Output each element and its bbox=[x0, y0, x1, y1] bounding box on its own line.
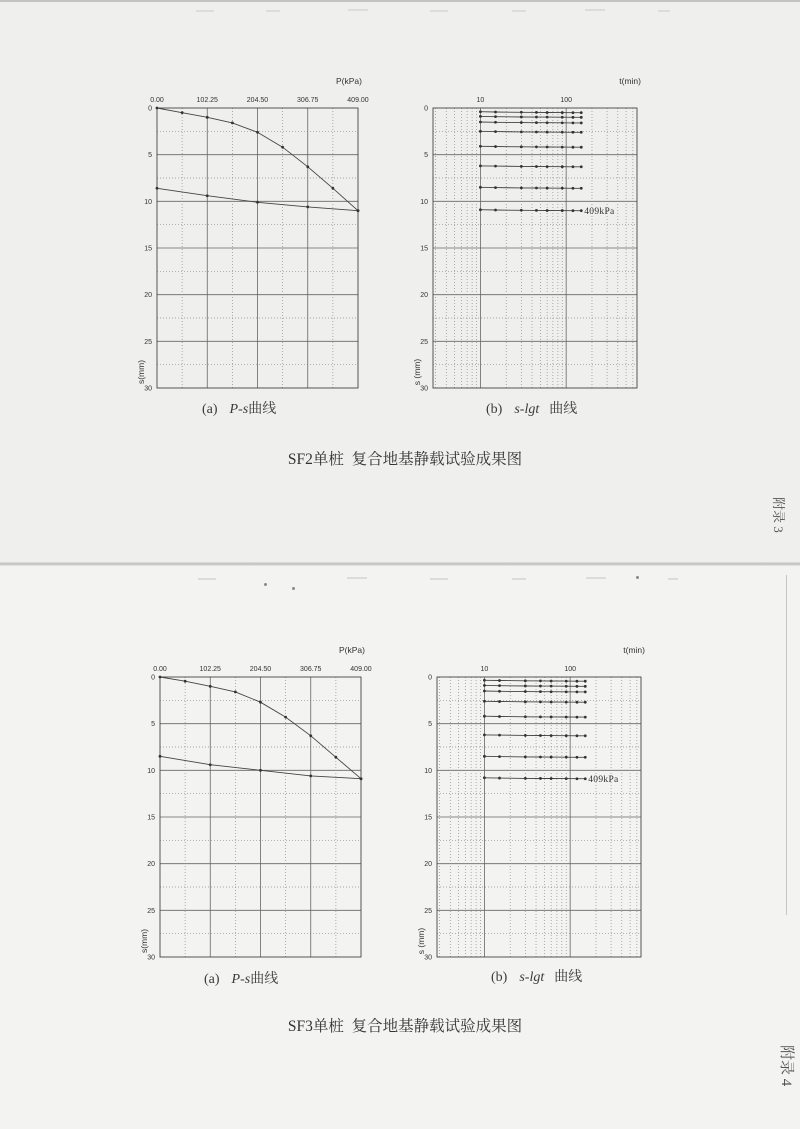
data-point bbox=[498, 684, 501, 687]
scan-page-lower bbox=[0, 565, 800, 1129]
data-point bbox=[572, 131, 575, 134]
y-tick-label: 5 bbox=[424, 152, 428, 160]
data-point bbox=[561, 116, 564, 119]
data-point bbox=[546, 111, 549, 114]
data-point bbox=[535, 146, 538, 149]
caption-label: (a) bbox=[204, 972, 220, 987]
data-point bbox=[524, 715, 527, 718]
data-point bbox=[561, 209, 564, 212]
data-point bbox=[184, 680, 187, 683]
data-point bbox=[580, 111, 583, 114]
data-point bbox=[520, 116, 523, 119]
data-point bbox=[584, 685, 587, 688]
data-point bbox=[546, 131, 549, 134]
caption-label: (b) bbox=[486, 402, 503, 417]
sf3-s-lgt-chart bbox=[407, 639, 657, 961]
data-point bbox=[234, 691, 237, 694]
data-point bbox=[535, 131, 538, 134]
data-point bbox=[584, 691, 587, 694]
data-point bbox=[309, 775, 312, 778]
y-axis-label: s (mm) bbox=[416, 927, 426, 955]
data-point bbox=[550, 685, 553, 688]
caption-suffix: 曲线 bbox=[250, 972, 279, 987]
caption-variable: s-lgt bbox=[514, 402, 540, 417]
y-axis-label: s(mm) bbox=[136, 359, 146, 385]
data-point bbox=[576, 701, 579, 704]
data-point bbox=[539, 756, 542, 759]
data-point bbox=[576, 734, 579, 737]
y-tick-label: 20 bbox=[424, 861, 432, 869]
data-point bbox=[584, 680, 587, 683]
data-point bbox=[546, 187, 549, 190]
data-point bbox=[520, 186, 523, 189]
x-axis-label: t(min) bbox=[623, 645, 645, 655]
data-point bbox=[539, 685, 542, 688]
scan-mark bbox=[668, 578, 678, 580]
data-point bbox=[550, 701, 553, 704]
appendix-label-top: 附录 3 bbox=[771, 497, 786, 533]
y-tick-label: 30 bbox=[144, 385, 152, 393]
data-point bbox=[206, 116, 209, 119]
caption-label: (a) bbox=[202, 402, 218, 417]
scan-mark bbox=[512, 578, 526, 580]
y-tick-label: 15 bbox=[420, 245, 428, 253]
x-tick-label: 306.75 bbox=[300, 666, 322, 673]
data-point bbox=[259, 769, 262, 772]
y-tick-label: 15 bbox=[144, 245, 152, 253]
scan-edge-line bbox=[786, 575, 787, 915]
y-tick-label: 25 bbox=[420, 338, 428, 346]
x-tick-label: 100 bbox=[564, 666, 577, 673]
data-point bbox=[520, 165, 523, 168]
data-point bbox=[565, 756, 568, 759]
data-point bbox=[309, 734, 312, 737]
scan-mark bbox=[196, 10, 214, 12]
data-point bbox=[572, 165, 575, 168]
data-point bbox=[584, 734, 587, 737]
data-point bbox=[483, 700, 486, 703]
data-point bbox=[494, 121, 497, 124]
data-point bbox=[576, 716, 579, 719]
data-point bbox=[580, 131, 583, 134]
data-point bbox=[231, 122, 234, 125]
data-point bbox=[306, 206, 309, 209]
data-point bbox=[539, 680, 542, 683]
sf3-caption-b bbox=[491, 969, 582, 987]
data-point bbox=[572, 209, 575, 212]
data-point bbox=[565, 716, 568, 719]
sf2-caption-a bbox=[202, 401, 276, 419]
data-point bbox=[334, 756, 337, 759]
data-point bbox=[479, 164, 482, 167]
sf2-p-s-chart bbox=[127, 70, 377, 392]
y-tick-label: 5 bbox=[428, 721, 432, 729]
x-tick-label: 10 bbox=[480, 666, 489, 673]
data-point bbox=[479, 208, 482, 211]
data-point bbox=[546, 121, 549, 124]
data-point bbox=[256, 201, 259, 204]
data-point bbox=[584, 756, 587, 759]
data-point bbox=[580, 187, 583, 190]
data-point bbox=[572, 146, 575, 149]
caption-suffix: 曲线 bbox=[248, 402, 277, 417]
scan-mark bbox=[266, 10, 280, 12]
scan-speck bbox=[264, 583, 267, 586]
grid bbox=[437, 677, 641, 957]
y-tick-label: 10 bbox=[144, 198, 152, 206]
appendix-label-bottom: 附录 4 bbox=[778, 1045, 794, 1087]
data-point bbox=[546, 165, 549, 168]
y-tick-label: 20 bbox=[147, 861, 155, 869]
sf2-caption-b bbox=[486, 401, 577, 419]
data-point bbox=[535, 209, 538, 212]
data-point bbox=[524, 679, 527, 682]
data-point bbox=[306, 165, 309, 168]
data-point bbox=[580, 122, 583, 125]
data-point bbox=[539, 690, 542, 693]
data-point bbox=[479, 130, 482, 133]
data-point bbox=[498, 715, 501, 718]
x-tick-label: 204.50 bbox=[246, 97, 269, 104]
y-tick-label: 0 bbox=[424, 105, 428, 113]
x-tick-label: 102.25 bbox=[196, 97, 218, 104]
data-point bbox=[524, 690, 527, 693]
data-point bbox=[539, 715, 542, 718]
data-point bbox=[483, 679, 486, 682]
y-tick-label: 10 bbox=[424, 767, 432, 775]
data-point bbox=[550, 680, 553, 683]
y-tick-label: 20 bbox=[144, 292, 152, 300]
data-point bbox=[483, 755, 486, 758]
data-point bbox=[498, 690, 501, 693]
y-tick-label: 5 bbox=[148, 152, 152, 160]
data-point bbox=[580, 209, 583, 212]
data-point bbox=[524, 734, 527, 737]
caption-label: (b) bbox=[491, 970, 508, 985]
data-point bbox=[483, 733, 486, 736]
scan-seam bbox=[0, 562, 800, 566]
scan-mark bbox=[658, 10, 670, 12]
data-point bbox=[584, 716, 587, 719]
data-point bbox=[550, 734, 553, 737]
y-tick-label: 30 bbox=[424, 954, 432, 962]
data-point bbox=[520, 145, 523, 148]
annotation-label: 409kPa bbox=[588, 775, 619, 786]
y-tick-label: 25 bbox=[144, 338, 152, 346]
scan-mark bbox=[430, 578, 448, 580]
data-point bbox=[281, 146, 284, 149]
data-point bbox=[479, 110, 482, 113]
data-point bbox=[572, 111, 575, 114]
data-point bbox=[256, 131, 259, 134]
data-point bbox=[209, 763, 212, 766]
data-point bbox=[284, 716, 287, 719]
data-point bbox=[524, 700, 527, 703]
grid bbox=[433, 108, 637, 388]
data-point bbox=[498, 777, 501, 780]
data-point bbox=[561, 187, 564, 190]
data-point bbox=[498, 700, 501, 703]
scan-mark bbox=[585, 9, 605, 11]
data-point bbox=[576, 777, 579, 780]
annotation-label: 409kPa bbox=[584, 207, 615, 218]
data-point bbox=[535, 116, 538, 119]
data-point bbox=[539, 701, 542, 704]
data-point bbox=[561, 131, 564, 134]
x-axis-label: P(kPa) bbox=[339, 645, 365, 655]
data-point bbox=[520, 111, 523, 114]
scan-mark bbox=[347, 577, 367, 579]
data-point bbox=[576, 680, 579, 683]
data-point bbox=[524, 685, 527, 688]
data-point bbox=[357, 209, 360, 212]
y-tick-label: 30 bbox=[420, 385, 428, 393]
x-tick-label: 306.75 bbox=[297, 97, 319, 104]
caption-suffix: 曲线 bbox=[549, 402, 578, 417]
data-point bbox=[539, 734, 542, 737]
data-point bbox=[206, 194, 209, 197]
data-point bbox=[535, 111, 538, 114]
data-point bbox=[156, 187, 159, 190]
data-point bbox=[576, 756, 579, 759]
data-point bbox=[584, 777, 587, 780]
data-point bbox=[561, 165, 564, 168]
x-tick-label: 204.50 bbox=[249, 666, 272, 673]
data-point bbox=[546, 116, 549, 119]
data-point bbox=[494, 209, 497, 212]
data-point bbox=[584, 701, 587, 704]
data-point bbox=[520, 121, 523, 124]
x-tick-label: 0.00 bbox=[153, 666, 167, 673]
data-point bbox=[479, 115, 482, 118]
data-point bbox=[520, 209, 523, 212]
scan-speck bbox=[292, 587, 295, 590]
data-point bbox=[561, 146, 564, 149]
data-point bbox=[360, 777, 363, 780]
data-point bbox=[572, 122, 575, 125]
data-point bbox=[259, 701, 262, 704]
sf2-figure-title: SF2单桩 复合地基静载试验成果图 bbox=[287, 451, 523, 468]
data-point bbox=[550, 716, 553, 719]
data-point bbox=[565, 734, 568, 737]
data-point bbox=[483, 776, 486, 779]
x-tick-label: 100 bbox=[560, 97, 573, 104]
data-point bbox=[565, 701, 568, 704]
caption-variable: s-lgt bbox=[519, 970, 545, 985]
data-point bbox=[524, 777, 527, 780]
scan-mark bbox=[348, 9, 368, 11]
sf3-p-s-chart bbox=[130, 639, 380, 961]
data-point bbox=[576, 685, 579, 688]
data-point bbox=[498, 679, 501, 682]
y-tick-label: 0 bbox=[148, 105, 152, 113]
x-axis-label: P(kPa) bbox=[336, 76, 362, 86]
data-point bbox=[550, 777, 553, 780]
scan-speck bbox=[636, 576, 639, 579]
y-tick-label: 15 bbox=[147, 814, 155, 822]
data-point bbox=[565, 777, 568, 780]
data-point bbox=[561, 121, 564, 124]
data-point bbox=[520, 130, 523, 133]
data-point bbox=[498, 734, 501, 737]
data-point bbox=[494, 186, 497, 189]
y-tick-label: 30 bbox=[147, 954, 155, 962]
caption-suffix: 曲线 bbox=[554, 970, 583, 985]
sf3-caption-a bbox=[204, 971, 278, 989]
data-point bbox=[181, 111, 184, 114]
scan-mark bbox=[512, 10, 526, 12]
caption-variable: P-s bbox=[229, 402, 249, 417]
data-point bbox=[483, 684, 486, 687]
scan-mark bbox=[586, 577, 606, 579]
data-point bbox=[483, 715, 486, 718]
x-tick-label: 102.25 bbox=[199, 666, 221, 673]
x-tick-label: 409.00 bbox=[350, 666, 372, 673]
data-point bbox=[494, 115, 497, 118]
data-point bbox=[535, 187, 538, 190]
data-point bbox=[546, 146, 549, 149]
y-tick-label: 10 bbox=[420, 198, 428, 206]
data-point bbox=[535, 165, 538, 168]
data-point bbox=[331, 187, 334, 190]
data-point bbox=[550, 756, 553, 759]
caption-variable: P-s bbox=[231, 972, 251, 987]
data-point bbox=[550, 690, 553, 693]
x-tick-label: 10 bbox=[476, 97, 485, 104]
data-point bbox=[580, 146, 583, 149]
data-point bbox=[159, 676, 162, 679]
data-point bbox=[524, 755, 527, 758]
data-point bbox=[535, 121, 538, 124]
y-tick-label: 15 bbox=[424, 814, 432, 822]
data-point bbox=[572, 187, 575, 190]
data-point bbox=[565, 680, 568, 683]
data-point bbox=[156, 107, 159, 110]
data-point bbox=[209, 685, 212, 688]
data-point bbox=[494, 165, 497, 168]
scan-mark bbox=[198, 578, 216, 580]
data-point bbox=[498, 755, 501, 758]
y-tick-label: 0 bbox=[151, 674, 155, 682]
grid bbox=[157, 108, 358, 388]
data-point bbox=[479, 186, 482, 189]
data-point bbox=[580, 116, 583, 119]
sf3-figure-title: SF3单桩 复合地基静载试验成果图 bbox=[287, 1018, 523, 1035]
x-axis-label: t(min) bbox=[619, 76, 641, 86]
y-tick-label: 10 bbox=[147, 767, 155, 775]
data-point bbox=[576, 691, 579, 694]
data-point bbox=[546, 209, 549, 212]
y-tick-label: 25 bbox=[424, 907, 432, 915]
data-point bbox=[494, 111, 497, 114]
x-tick-label: 0.00 bbox=[150, 97, 164, 104]
y-tick-label: 5 bbox=[151, 721, 155, 729]
data-point bbox=[159, 755, 162, 758]
data-point bbox=[479, 145, 482, 148]
y-tick-label: 25 bbox=[147, 907, 155, 915]
data-point bbox=[494, 145, 497, 148]
data-point bbox=[539, 777, 542, 780]
y-tick-label: 0 bbox=[428, 674, 432, 682]
grid bbox=[160, 677, 361, 957]
sf2-s-lgt-chart bbox=[403, 70, 653, 392]
data-point bbox=[479, 121, 482, 124]
data-point bbox=[565, 685, 568, 688]
data-point bbox=[483, 690, 486, 693]
scan-top-edge bbox=[0, 0, 800, 2]
data-point bbox=[561, 111, 564, 114]
y-axis-label: s (mm) bbox=[412, 358, 422, 386]
y-tick-label: 20 bbox=[420, 292, 428, 300]
data-point bbox=[572, 116, 575, 119]
x-tick-label: 409.00 bbox=[347, 97, 369, 104]
y-axis-label: s(mm) bbox=[139, 928, 149, 954]
data-point bbox=[494, 130, 497, 133]
data-point bbox=[565, 690, 568, 693]
data-point bbox=[580, 165, 583, 168]
scan-mark bbox=[430, 10, 448, 12]
